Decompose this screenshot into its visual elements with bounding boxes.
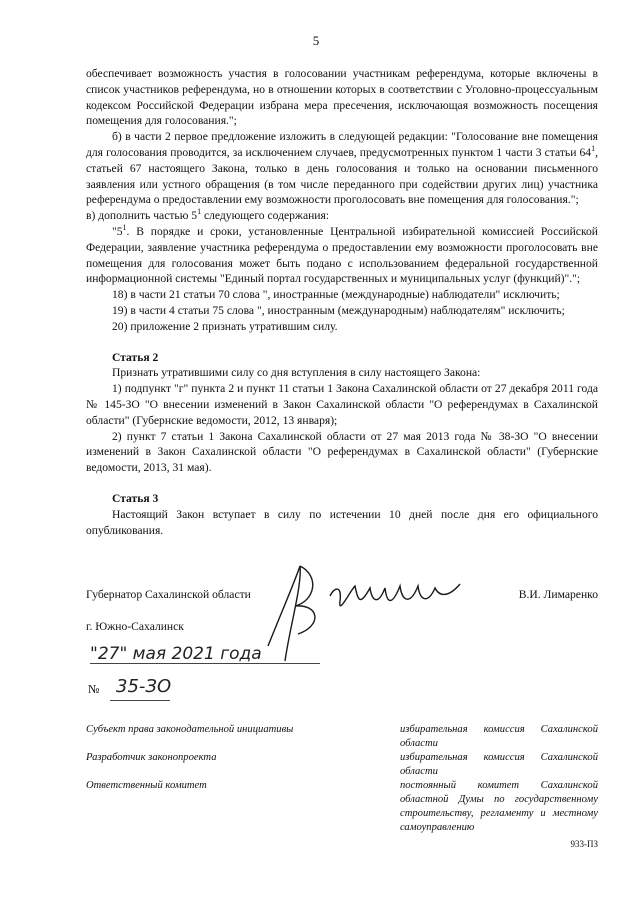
city: г. Южно-Сахалинск — [86, 620, 184, 633]
paragraph: Настоящий Закон вступает в силу по истечении 10 дней после дня его официального опубликования. — [86, 507, 598, 537]
paragraph: 20) приложение 2 признать утратившим силу. — [112, 319, 338, 333]
paragraph: 1) подпункт "г" пункта 2 и пункт 11 статьи 1 Закона Сахалинской области от 27 декабря 2011 года № 145-ЗО "О внесении изменений в Закон Сахалинской области "О референдумах в Сахалинской области" (Губернские ведомости, 2012, 13 января); — [86, 382, 598, 427]
signatory-position: Губернатор Сахалинской области — [86, 588, 251, 601]
law-text — [86, 66, 598, 538]
paragraph: 18) в части 21 статьи 70 слова ", иностранные (международные) наблюдатели" исключить; — [112, 288, 560, 302]
handwritten-signature — [260, 556, 470, 671]
paragraph: обеспечивает возможность участия в голосовании участникам референдума, которые включены в список участников референдума, но в отношении которых в соответствии с Уголовно-процессуальным кодексом Российской Федерации избрана мера пресечения, исключающая возможность посещения помещения для голосования."; — [86, 67, 598, 128]
paragraph: б) в части 2 первое предложение изложить в следующей редакции: "Голосование вне помещения для голосования проводится, за исключением случаев, предусмотренных пунктом 1 части 3 статьи $64^1$, статьей 67 настоящего Закона, только в день голосования и только на основании письменного заявления или устного обращения (в том числе переданного при содействии других лиц) участника референдума о предоставлении ему возможности проголосовать вне помещения для голосования."; — [86, 130, 598, 207]
document-code: 933-ПЗ — [570, 839, 598, 849]
paragraph: 19) в части 4 статьи 75 слова ", иностранным (международным) наблюдателям" исключить; — [112, 303, 565, 317]
handwritten-date: "27" мая 2021 года — [90, 644, 262, 664]
paragraph: 2) пункт 7 статьи 1 Закона Сахалинской области от 27 мая 2013 года № 38-ЗО "О внесении изменений в Закон Сахалинской области "О референдумах в Сахалинской области" (Губернские ведомости, 2013, 31 мая). — [86, 429, 598, 475]
paragraph: в) дополнить частью $5^1$ следующего содержания: — [86, 207, 330, 223]
document-page: 5 обеспечивает возможность участия в голосовании участникам референдума, которые включены в список участников референдума, но в отношении которых в соответствии с Уголовно-процессуальным кодексом Российской Федерации избрана мера пресечения, исключающая возможность посещения помещения для голосования."; б) в части 2 первое предложение изложить в следующей редакции: "Голосование вне помещения для голосования проводится, за исключением случаев, предусмотренных пунктом 1 части 3 статьи $64^1$, статьей 67 настоящего Закона, только в день голосования и только на основании письменного заявления или устного обращения (в том числе переданного при содействии других лиц) участника референдума о предоставлении ему возможности проголосовать вне помещения для голосования."; в) дополнить частью $5^1$ следующего содержания: "$5^1$. В порядке и сроки, установленные Центральной избирательной комиссией Российской Федерации, заявление участника референдума о предоставлении ему возможности проголосовать вне помещения для голосования может быть подано с использованием федеральной государственной информационной системы "Единый портал государственных и муниципальных услуг (функций)"."; 18) в части 21 статьи 70 слова ", иностранные (международные) наблюдатели" исключить; 19) в части 4 статьи 75 слова ", иностранным (международным) наблюдателям" исключить; 20) приложение 2 признать утратившим силу. Статья 2 Признать утратившими силу со дня вступления в силу настоящего Закона: 1) подпункт "г" пункта 2 и пункт 11 статьи 1 Закона Сахалинской области от 27 декабря 2011 года № 145-ЗО "О внесении изменений в Закон Сахалинской области "О референдумах в Сахалинской области" (Губернские ведомости, 2012, 13 января); 2) пункт 7 статьи 1 Закона Сахалинской области от 27 мая 2013 года № 38-ЗО "О внесении изменений в Закон Сахалинской области "О референдумах в Сахалинской области" (Губернские ведомости, 2013, 31 мая). Статья 3 Настоящий Закон вступает в силу по истечении 10 дней после дня его официального опубликования. Губернатор Сахалинской области В.И. Лимаренко г. Южно-Сахалинск "27" мая 2021 года № 35-ЗО Субъект права законодательной инициативы избирательная комиссия Сахалинской области Разработчик законопроекта избирательная комиссия Сахалинской области Ответственный комитет постоянный комитет Сахалинской областной Думы по государственному строительству, регламенту и местному самоуправлению 933-ПЗ — [0, 0, 632, 905]
article-2-title: Статья 2 — [112, 350, 159, 364]
date-underline — [90, 663, 320, 664]
signatory-name: В.И. Лимаренко — [518, 588, 598, 601]
page-number: 5 — [312, 33, 320, 48]
paragraph: Признать утратившими силу со дня вступления в силу настоящего Закона: — [112, 366, 481, 380]
article-3-title: Статья 3 — [112, 491, 159, 505]
handwritten-number: 35-ЗО — [116, 676, 172, 697]
paragraph: "$5^1$. В порядке и сроки, установленные Центральной избирательной комиссией Российской Федерации, заявление участника референдума о предоставлении ему возможности проголосовать вне помещения для голосования может быть подано с использованием федеральной государственной информационной системы "Единый портал государственных и муниципальных услуг (функций)"."; — [86, 223, 598, 286]
number-label: № — [88, 682, 100, 696]
number-underline — [110, 700, 170, 701]
